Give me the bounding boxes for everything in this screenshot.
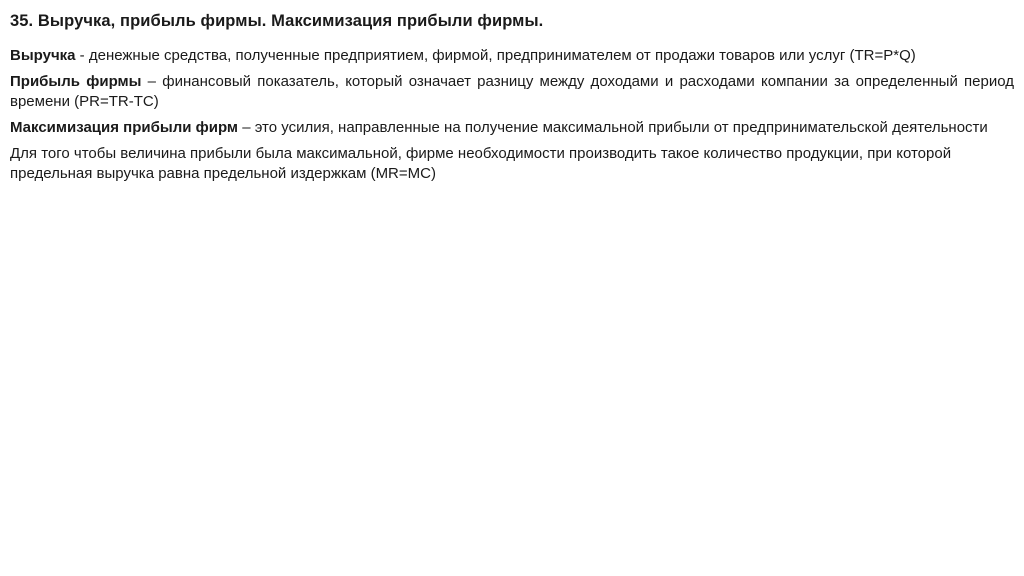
term-revenue: Выручка [10, 47, 76, 64]
profit-maximization-condition-text: Для того чтобы величина прибыли была максимальной, фирме необходимости производить такое количество продукции, при которой предельная выручка равна предельной издержкам (MR=MC) [10, 145, 952, 182]
term-profit: Прибыль фирмы [10, 73, 142, 90]
profit-maximization-condition [10, 144, 1014, 184]
definition-profit [10, 72, 1014, 112]
definition-profit-maximization [10, 118, 1014, 138]
slide-title: 35. Выручка, прибыль фирмы. Максимизация прибыли фирмы. [10, 12, 544, 30]
definition-revenue-text: - денежные средства, полученные предприятием, фирмой, предпринимателем от продажи товаров или услуг (TR=P*Q) [75, 47, 916, 64]
term-profit-maximization: Максимизация прибыли фирм [10, 119, 239, 136]
definition-profit-text: – финансовый показатель, который означает разницу между доходами и расходами компании за определенный период времени (PR=TR-TC) [10, 73, 1015, 110]
definition-profit-maximization-text: – это усилия, направленные на получение максимальной прибыли от предпринимательской деятельности [238, 119, 988, 136]
definition-revenue [10, 46, 1014, 66]
slide [10, 10, 1014, 566]
